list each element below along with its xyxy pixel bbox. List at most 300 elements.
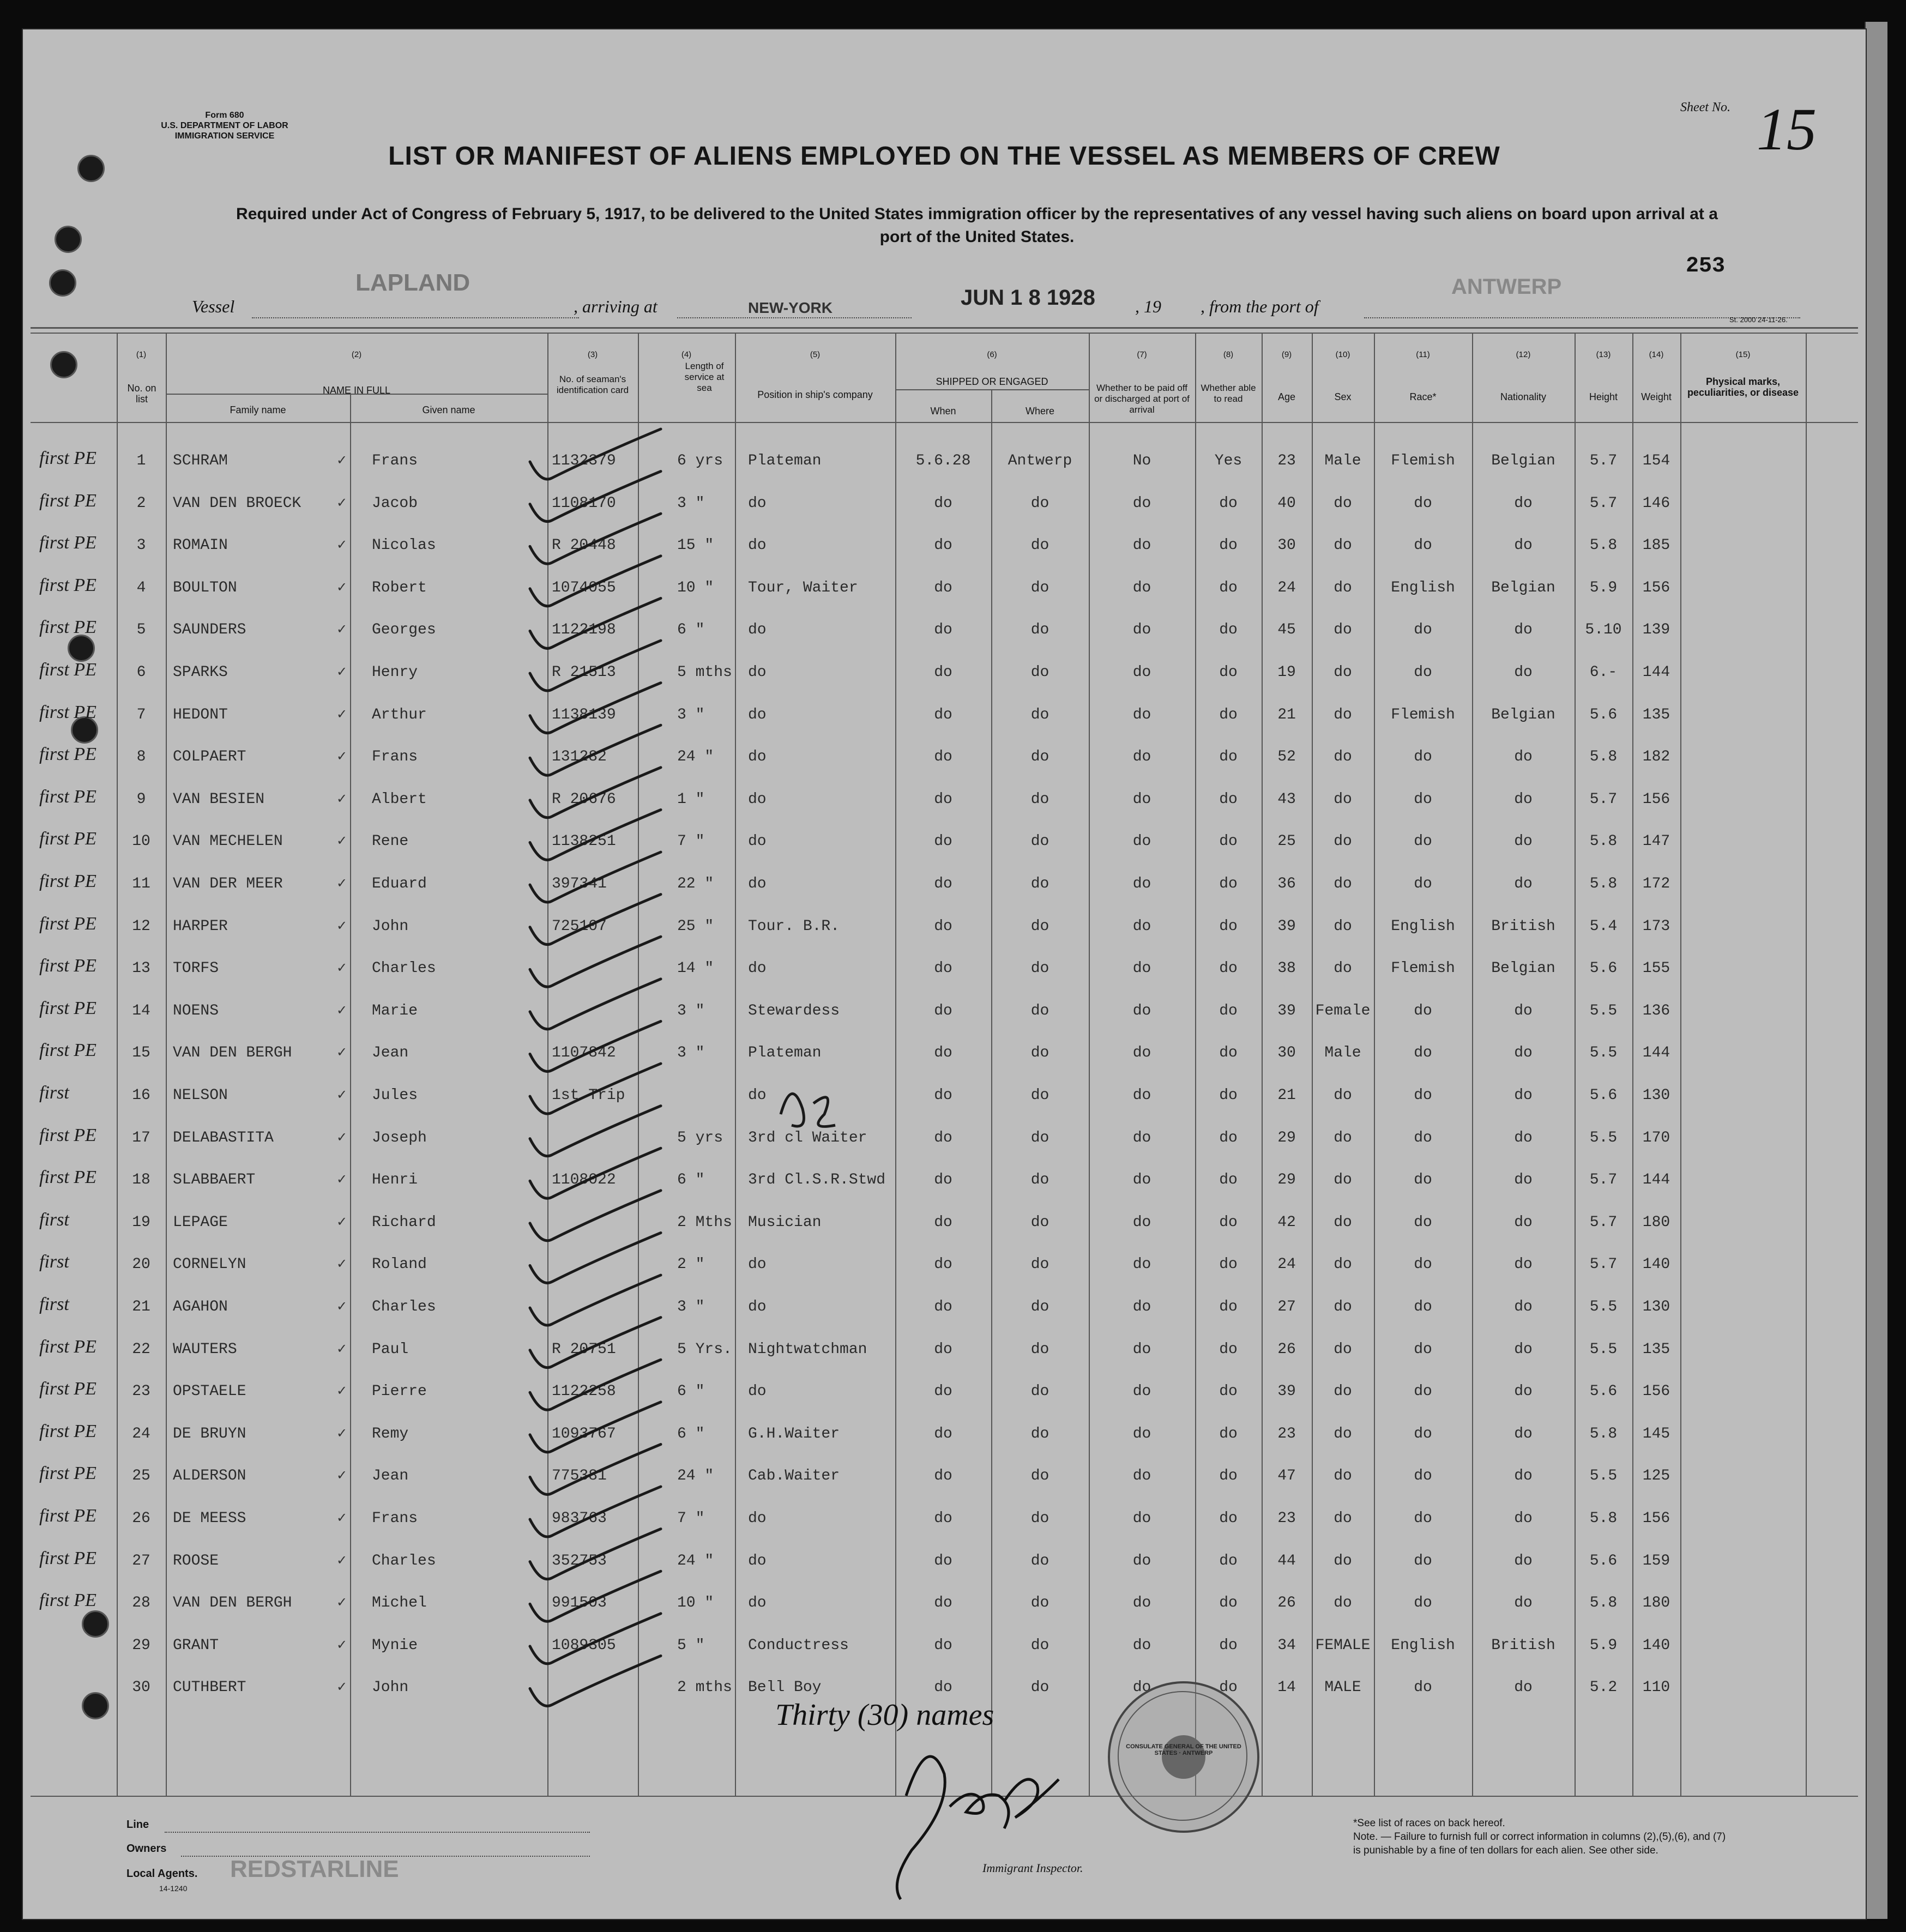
- table-row: [23, 1627, 1844, 1670]
- cell-sex: do: [1334, 1172, 1352, 1189]
- cell-when: do: [934, 917, 952, 935]
- table-row: [23, 1246, 1844, 1289]
- margin-note: first PE: [39, 786, 96, 807]
- header-given-name: Given name: [422, 404, 475, 415]
- cell-sex: do: [1334, 960, 1352, 977]
- cell-age: 26: [1277, 1595, 1296, 1612]
- check-icon: ✓: [336, 790, 348, 806]
- cell-nat: do: [1514, 537, 1533, 554]
- cell-nat: do: [1514, 664, 1533, 681]
- cell-age: 45: [1277, 621, 1296, 639]
- handwritten-total: Thirty (30) names: [775, 1698, 994, 1732]
- cell-given: Richard: [372, 1213, 436, 1231]
- cell-height: 5.7: [1589, 1172, 1618, 1189]
- table-row: [23, 1373, 1844, 1416]
- check-icon: ✓: [336, 1299, 348, 1314]
- cell-weight: 155: [1642, 960, 1670, 977]
- cell-where: do: [1030, 579, 1049, 596]
- cell-when: do: [934, 1510, 952, 1527]
- margin-note: first PE: [39, 533, 96, 553]
- cell-read: do: [1219, 1637, 1238, 1654]
- check-icon: ✓: [336, 664, 348, 679]
- cell-card: R 20448: [552, 537, 616, 554]
- table-row: [23, 908, 1844, 951]
- form-number: Form 680: [205, 111, 244, 120]
- agents-stamp: REDSTARLINE: [230, 1856, 399, 1882]
- cell-race: English: [1391, 1637, 1455, 1654]
- cell-given: Paul: [372, 1341, 409, 1358]
- check-icon: ✓: [336, 1129, 348, 1145]
- header-paid-off: Whether to be paid off or discharged at port of arrival: [1094, 383, 1190, 415]
- cell-paid: do: [1132, 1256, 1151, 1273]
- cell-paid: do: [1132, 1425, 1151, 1442]
- table-row: [23, 781, 1844, 824]
- col-num-10: (10): [1335, 350, 1350, 359]
- cell-card: R 21513: [552, 664, 616, 681]
- col-num-5: (5): [810, 350, 821, 359]
- cell-height: 5.5: [1589, 1299, 1618, 1315]
- table-row: [23, 1120, 1844, 1162]
- header-where: Where: [1025, 406, 1054, 416]
- cell-sex: Female: [1315, 1002, 1371, 1019]
- inspector-label: Immigrant Inspector.: [982, 1861, 1083, 1875]
- cell-race: do: [1414, 1595, 1432, 1612]
- cell-read: do: [1219, 833, 1238, 850]
- cell-given: Jean: [372, 1468, 409, 1485]
- cell-sex: do: [1334, 1425, 1352, 1442]
- check-icon: ✓: [336, 1256, 348, 1272]
- cell-given: Joseph: [372, 1129, 427, 1146]
- table-row: [23, 739, 1844, 781]
- cell-service: 6 ": [677, 1425, 705, 1442]
- cell-service: 25 ": [677, 917, 714, 935]
- cell-sex: do: [1334, 621, 1352, 639]
- cell-height: 5.6: [1589, 706, 1618, 723]
- cell-where: do: [1030, 790, 1049, 808]
- check-icon: ✓: [336, 1341, 348, 1356]
- cell-service: 10 ": [677, 579, 714, 596]
- cell-nat: do: [1514, 748, 1533, 766]
- cell-service: 6 ": [677, 1172, 705, 1189]
- col-num-14: (14): [1649, 350, 1664, 359]
- cell-when: do: [934, 1213, 952, 1231]
- cell-no: 5: [136, 621, 146, 639]
- cell-weight: 130: [1642, 1299, 1670, 1315]
- cell-when: do: [934, 1002, 952, 1019]
- margin-note: first PE: [39, 1379, 96, 1399]
- cell-sex: do: [1334, 1552, 1352, 1569]
- cell-when: do: [934, 1129, 952, 1146]
- cell-when: do: [934, 1425, 952, 1442]
- table-row: [23, 570, 1844, 612]
- header-physical-marks: Physical marks, peculiarities, or disease: [1687, 376, 1799, 398]
- cell-height: 5.8: [1589, 748, 1618, 766]
- cell-where: do: [1030, 706, 1049, 723]
- cell-position: G.H.Waiter: [748, 1425, 840, 1442]
- cell-card: 983763: [552, 1510, 607, 1527]
- cell-height: 6.-: [1589, 664, 1618, 681]
- cell-weight: 140: [1642, 1256, 1670, 1273]
- cell-no: 15: [132, 1045, 150, 1062]
- cell-card: R 20676: [552, 790, 616, 808]
- cell-age: 23: [1277, 1425, 1296, 1442]
- cell-position: Musician: [748, 1213, 822, 1231]
- adjacent-page-edge: [1865, 22, 1887, 1919]
- cell-sex: do: [1334, 833, 1352, 850]
- cell-read: do: [1219, 1299, 1238, 1315]
- footer-notes: [1353, 1816, 1726, 1857]
- cell-age: 23: [1277, 1510, 1296, 1527]
- cell-when: do: [934, 1383, 952, 1400]
- margin-note: first PE: [39, 660, 96, 680]
- cell-paid: do: [1132, 1468, 1151, 1485]
- cell-sex: do: [1334, 537, 1352, 554]
- cell-paid: do: [1132, 917, 1151, 935]
- cell-given: Charles: [372, 960, 436, 977]
- cell-family: VAN DEN BROECK: [173, 494, 301, 512]
- cell-family: NOENS: [173, 1002, 219, 1019]
- cell-weight: 140: [1642, 1637, 1670, 1654]
- cell-read: do: [1219, 1002, 1238, 1019]
- cell-read: do: [1219, 1213, 1238, 1231]
- check-icon: ✓: [336, 748, 348, 764]
- cell-given: Charles: [372, 1299, 436, 1315]
- header-shipped: SHIPPED OR ENGAGED: [936, 376, 1048, 387]
- cell-card: 131282: [552, 748, 607, 766]
- cell-race: do: [1414, 1213, 1432, 1231]
- margin-note: first PE: [39, 448, 96, 468]
- cell-race: do: [1414, 1510, 1432, 1527]
- cell-sex: do: [1334, 1383, 1352, 1400]
- cell-when: do: [934, 833, 952, 850]
- cell-nat: do: [1514, 1002, 1533, 1019]
- cell-read: do: [1219, 960, 1238, 977]
- cell-card: 991503: [552, 1595, 607, 1612]
- cell-family: SCHRAM: [173, 452, 228, 469]
- cell-age: 26: [1277, 1341, 1296, 1358]
- footer-note-races: *See list of races on back hereof.: [1353, 1818, 1505, 1829]
- cell-paid: do: [1132, 706, 1151, 723]
- header-position: Position in ship's company: [757, 389, 873, 400]
- arrival-port-stamp: NEW-YORK: [748, 299, 833, 316]
- cell-no: 29: [132, 1637, 150, 1654]
- cell-nat: Belgian: [1491, 579, 1555, 596]
- cell-read: do: [1219, 494, 1238, 512]
- cell-sex: do: [1334, 1341, 1352, 1358]
- table-row: [23, 697, 1844, 739]
- arriving-dotline: [677, 317, 912, 318]
- cell-no: 10: [132, 833, 150, 850]
- check-icon: ✓: [336, 1383, 348, 1399]
- cell-given: Marie: [372, 1002, 418, 1019]
- col-num-4: (4): [681, 350, 692, 359]
- cell-position: do: [748, 1383, 767, 1400]
- cell-race: do: [1414, 748, 1432, 766]
- footer-agents-label: Local Agents.: [126, 1868, 198, 1880]
- cell-where: do: [1030, 494, 1049, 512]
- cell-card: 1st Trip: [552, 1087, 625, 1104]
- col-num-8: (8): [1223, 350, 1234, 359]
- margin-note: first PE: [39, 1040, 96, 1061]
- cell-sex: do: [1334, 1129, 1352, 1146]
- footer-owners-label: Owners: [126, 1843, 167, 1855]
- cell-weight: 136: [1642, 1002, 1670, 1019]
- cell-height: 5.5: [1589, 1045, 1618, 1062]
- check-icon: ✓: [336, 1468, 348, 1483]
- cell-service: 5 ": [677, 1637, 705, 1654]
- cell-age: 47: [1277, 1468, 1296, 1485]
- cell-race: Flemish: [1391, 706, 1455, 723]
- cell-paid: do: [1132, 1045, 1151, 1062]
- cell-weight: 139: [1642, 621, 1670, 639]
- cell-age: 30: [1277, 1045, 1296, 1062]
- table-row: [23, 1416, 1844, 1458]
- cell-sex: FEMALE: [1315, 1637, 1371, 1654]
- cell-weight: 125: [1642, 1468, 1670, 1485]
- cell-family: COLPAERT: [173, 748, 246, 766]
- cell-service: 15 ": [677, 537, 714, 554]
- cell-card: 1108022: [552, 1172, 616, 1189]
- cell-paid: do: [1132, 790, 1151, 808]
- cell-race: do: [1414, 1002, 1432, 1019]
- cell-nat: do: [1514, 1299, 1533, 1315]
- cell-height: 5.8: [1589, 1425, 1618, 1442]
- cell-no: 21: [132, 1299, 150, 1315]
- cell-position: do: [748, 960, 767, 977]
- cell-position: do: [748, 537, 767, 554]
- cell-height: 5.7: [1589, 1213, 1618, 1231]
- cell-height: 5.2: [1589, 1679, 1618, 1696]
- check-icon: ✓: [336, 1425, 348, 1441]
- cell-no: 11: [132, 876, 150, 892]
- cell-weight: 185: [1642, 537, 1670, 554]
- cell-family: CORNELYN: [173, 1256, 246, 1273]
- check-icon: ✓: [336, 1172, 348, 1187]
- cell-nat: do: [1514, 790, 1533, 808]
- cell-race: do: [1414, 537, 1432, 554]
- cell-family: ROOSE: [173, 1552, 219, 1569]
- cell-position: do: [748, 876, 767, 892]
- footer-line-label: Line: [126, 1819, 149, 1831]
- check-icon: ✓: [336, 876, 348, 891]
- cell-family: OPSTAELE: [173, 1383, 246, 1400]
- cell-height: 5.8: [1589, 537, 1618, 554]
- table-row: [23, 527, 1844, 570]
- cell-read: do: [1219, 1510, 1238, 1527]
- cell-where: do: [1030, 1299, 1049, 1315]
- cell-where: do: [1030, 1595, 1049, 1612]
- page-code: 253: [1686, 254, 1726, 279]
- punch-hole: [55, 226, 82, 253]
- cell-no: 18: [132, 1172, 150, 1189]
- cell-age: 34: [1277, 1637, 1296, 1654]
- cell-no: 28: [132, 1595, 150, 1612]
- cell-family: NELSON: [173, 1087, 228, 1104]
- cell-where: do: [1030, 1172, 1049, 1189]
- page-subtitle: [105, 203, 1849, 249]
- cell-sex: do: [1334, 917, 1352, 935]
- cell-age: 38: [1277, 960, 1296, 977]
- seal-text: CONSULATE GENERAL OF THE UNITED STATES · ANTWERP: [1126, 1743, 1241, 1756]
- table-row: [23, 866, 1844, 908]
- cell-where: do: [1030, 1045, 1049, 1062]
- cell-race: do: [1414, 1383, 1432, 1400]
- footer-form-code: 14-1240: [159, 1884, 188, 1893]
- cell-position: Plateman: [748, 452, 822, 469]
- cell-nat: do: [1514, 876, 1533, 892]
- cell-read: do: [1219, 1552, 1238, 1569]
- cell-age: 43: [1277, 790, 1296, 808]
- cell-paid: do: [1132, 1510, 1151, 1527]
- table-row: [23, 654, 1844, 697]
- margin-note: first PE: [39, 1463, 96, 1484]
- margin-note: first PE: [39, 1125, 96, 1145]
- cell-when: do: [934, 1468, 952, 1485]
- cell-family: VAN DER MEER: [173, 876, 283, 892]
- cell-nat: do: [1514, 1256, 1533, 1273]
- cell-no: 19: [132, 1213, 150, 1231]
- cell-age: 21: [1277, 1087, 1296, 1104]
- cell-read: do: [1219, 1679, 1238, 1696]
- cell-paid: do: [1132, 1299, 1151, 1315]
- margin-note: first PE: [39, 1506, 96, 1526]
- header-no-on-list: No. on list: [127, 383, 156, 404]
- cell-service: 3 ": [677, 494, 705, 512]
- cell-nat: Belgian: [1491, 960, 1555, 977]
- cell-paid: do: [1132, 1129, 1151, 1146]
- cell-family: SAUNDERS: [173, 621, 246, 639]
- cell-no: 30: [132, 1679, 150, 1696]
- cell-weight: 135: [1642, 706, 1670, 723]
- cell-position: do: [748, 1595, 767, 1612]
- cell-card: 1138251: [552, 833, 616, 850]
- cell-age: 40: [1277, 494, 1296, 512]
- cell-age: 39: [1277, 1383, 1296, 1400]
- cell-where: do: [1030, 1002, 1049, 1019]
- cell-read: do: [1219, 1468, 1238, 1485]
- cell-when: do: [934, 1045, 952, 1062]
- table-row: [23, 950, 1844, 993]
- punch-hole: [49, 269, 76, 297]
- cell-sex: do: [1334, 1510, 1352, 1527]
- cell-card: 775381: [552, 1468, 607, 1485]
- cell-paid: do: [1132, 664, 1151, 681]
- cell-family: HARPER: [173, 917, 228, 935]
- header-length-service: Length of service at sea: [684, 361, 725, 393]
- cell-card: 1074055: [552, 579, 616, 596]
- cell-no: 27: [132, 1552, 150, 1569]
- cell-family: BOULTON: [173, 579, 237, 596]
- table-row: [23, 485, 1844, 528]
- vessel-dotline: [252, 317, 579, 318]
- cell-weight: 154: [1642, 452, 1670, 469]
- cell-race: do: [1414, 494, 1432, 512]
- cell-card: 397341: [552, 876, 607, 892]
- cell-weight: 180: [1642, 1213, 1670, 1231]
- cell-race: do: [1414, 833, 1432, 850]
- cell-where: Antwerp: [1008, 452, 1072, 469]
- cell-race: do: [1414, 1679, 1432, 1696]
- cell-height: 5.6: [1589, 960, 1618, 977]
- cell-position: Cab.Waiter: [748, 1468, 840, 1485]
- header-family-name: Family name: [230, 404, 286, 415]
- margin-note: first PE: [39, 998, 96, 1018]
- cell-when: do: [934, 1595, 952, 1612]
- cell-when: do: [934, 579, 952, 596]
- cell-height: 5.5: [1589, 1341, 1618, 1358]
- cell-paid: do: [1132, 833, 1151, 850]
- cell-family: CUTHBERT: [173, 1679, 246, 1696]
- sheet-label: Sheet No.: [1680, 100, 1730, 114]
- cell-service: 10 ": [677, 1595, 714, 1612]
- table-row: [23, 823, 1844, 866]
- cell-race: do: [1414, 621, 1432, 639]
- cell-height: 5.7: [1589, 494, 1618, 512]
- cell-family: DE BRUYN: [173, 1425, 246, 1442]
- cell-sex: do: [1334, 1468, 1352, 1485]
- col-num-15: (15): [1735, 350, 1751, 359]
- cell-when: do: [934, 1087, 952, 1104]
- margin-note: first PE: [39, 1421, 96, 1441]
- cell-when: do: [934, 621, 952, 639]
- cell-position: 3rd Cl.S.R.Stwd: [748, 1172, 886, 1189]
- cell-card: 1122258: [552, 1383, 616, 1400]
- cell-height: 5.4: [1589, 917, 1618, 935]
- cell-height: 5.10: [1585, 621, 1622, 639]
- cell-no: 7: [136, 706, 146, 723]
- cell-sex: MALE: [1324, 1679, 1361, 1696]
- check-icon: ✓: [336, 1045, 348, 1060]
- cell-position: do: [748, 1256, 767, 1273]
- cell-height: 5.8: [1589, 1595, 1618, 1612]
- service-name: IMMIGRATION SERVICE: [174, 131, 275, 141]
- check-icon: ✓: [336, 621, 348, 637]
- cell-read: do: [1219, 1045, 1238, 1062]
- cell-nat: British: [1491, 917, 1555, 935]
- check-icon: ✓: [336, 1595, 348, 1610]
- cell-weight: 145: [1642, 1425, 1670, 1442]
- cell-service: 7 ": [677, 833, 705, 850]
- col-num-12: (12): [1516, 350, 1531, 359]
- header-sex: Sex: [1334, 391, 1352, 402]
- check-icon: ✓: [336, 917, 348, 933]
- check-icon: ✓: [336, 1679, 348, 1695]
- cell-service: 14 ": [677, 960, 714, 977]
- cell-when: do: [934, 664, 952, 681]
- cell-paid: do: [1132, 748, 1151, 766]
- cell-given: Georges: [372, 621, 436, 639]
- cell-weight: 110: [1642, 1679, 1670, 1696]
- margin-note: first PE: [39, 1167, 96, 1188]
- cell-age: 30: [1277, 537, 1296, 554]
- cell-family: SPARKS: [173, 664, 228, 681]
- cell-given: Albert: [372, 790, 427, 808]
- department-name: U.S. DEPARTMENT OF LABOR: [161, 121, 288, 130]
- cell-where: do: [1030, 1679, 1049, 1696]
- cell-nat: do: [1514, 1129, 1533, 1146]
- cell-height: 5.5: [1589, 1468, 1618, 1485]
- cell-age: 24: [1277, 1256, 1296, 1273]
- cell-height: 5.6: [1589, 1552, 1618, 1569]
- margin-note: first: [39, 1294, 69, 1314]
- cell-weight: 144: [1642, 1045, 1670, 1062]
- cell-read: do: [1219, 579, 1238, 596]
- cell-weight: 144: [1642, 664, 1670, 681]
- cell-sex: do: [1334, 1087, 1352, 1104]
- cell-weight: 182: [1642, 748, 1670, 766]
- cell-family: WAUTERS: [173, 1341, 237, 1358]
- cell-race: do: [1414, 1045, 1432, 1062]
